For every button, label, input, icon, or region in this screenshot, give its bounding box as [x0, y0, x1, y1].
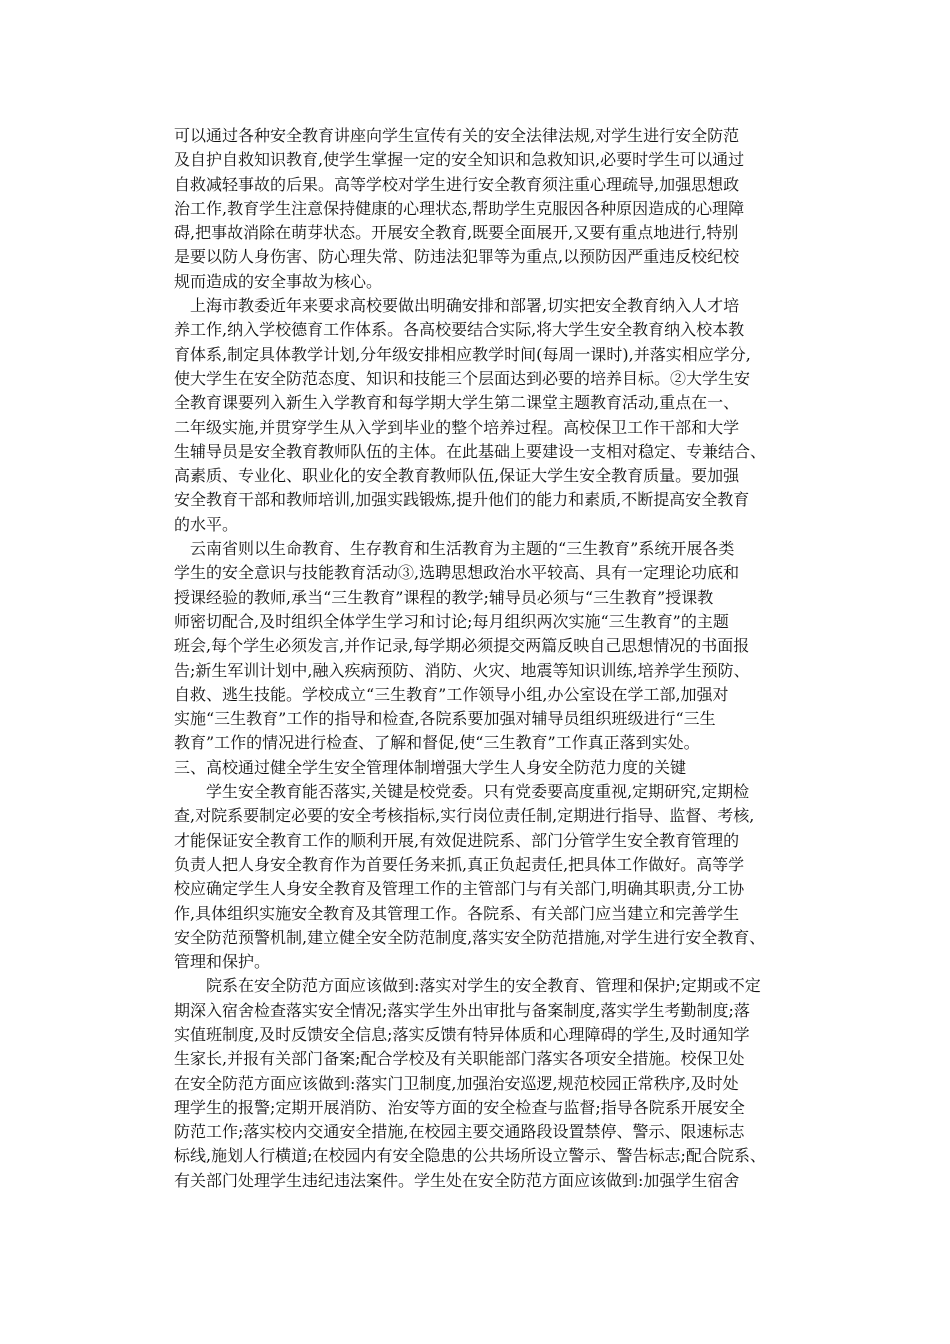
text-line: 的水平。	[174, 514, 239, 534]
text-line: 可以通过各种安全教育讲座向学生宣传有关的安全法律法规,对学生进行安全防范	[174, 126, 740, 145]
text-line: 实值班制度,及时反馈安全信息;落实反馈有特异体质和心理障碍的学生,及时通知学	[174, 1024, 750, 1044]
text-line: 才能保证安全教育工作的顺利开展,有效促进院系、部门分管学生安全教育管理的	[174, 830, 740, 850]
text-line: 自救、逃生技能。学校成立“三生教育”工作领导小组,办公室设在学工部,加强对	[174, 684, 729, 704]
text-line: 作,具体组织实施安全教育及其管理工作。各院系、有关部门应当建立和完善学生	[174, 903, 740, 923]
text-line: 标线,施划人行横道;在校园内有安全隐患的公共场所设立警示、警告标志;配合院系、	[174, 1146, 766, 1166]
text-line: 高素质、专业化、职业化的安全教育教师队伍,保证大学生安全教育质量。要加强	[174, 466, 740, 486]
text-line: 育体系,制定具体教学计划,分年级安排相应教学时间(每周一课时),并落实相应学分,	[174, 344, 751, 364]
text-line: 上海市教委近年来要求高校要做出明确安排和部署,切实把安全教育纳入人才培	[174, 296, 740, 316]
text-line: 生家长,并报有关部门备案;配合学校及有关职能部门落实各项安全措施。校保卫处	[174, 1049, 745, 1069]
text-line: 防范工作;落实校内交通安全措施,在校园主要交通路段设置禁停、警示、限速标志	[174, 1122, 745, 1142]
text-line: 实施“三生教育”工作的指导和检查,各院系要加强对辅导员组织班级进行“三生	[174, 709, 716, 729]
text-line: 治工作,教育学生注意保持健康的心理状态,帮助学生克服因各种原因造成的心理障	[174, 198, 745, 218]
text-line: 班会,每个学生必须发言,并作记录,每学期必须提交两篇反映自己思想情况的书面报	[174, 636, 750, 656]
text-line: 有关部门处理学生违纪违法案件。学生处在安全防范方面应该做到:加强学生宿舍	[174, 1170, 740, 1190]
text-line: 云南省则以生命教育、生存教育和生活教育为主题的“三生教育”系统开展各类	[174, 539, 735, 559]
document-body	[174, 124, 824, 1193]
text-line: 查,对院系要制定必要的安全考核指标,实行岗位责任制,定期进行指导、监督、考核,	[174, 806, 755, 826]
text-line: 自救减轻事故的后果。高等学校对学生进行安全教育须注重心理疏导,加强思想政	[174, 174, 740, 194]
text-line: 学生的安全意识与技能教育活动③,选聘思想政治水平较高、具有一定理论功底和	[174, 563, 740, 583]
text-line: 管理和保护。	[174, 952, 271, 972]
text-line: 及自护自救知识教育,使学生掌握一定的安全知识和急救知识,必要时学生可以通过	[174, 150, 745, 170]
text-line: 养工作,纳入学校德育工作体系。各高校要结合实际,将大学生安全教育纳入校本教	[174, 320, 745, 340]
text-line: 校应确定学生人身安全教育及管理工作的主管部门与有关部门,明确其职责,分工协	[174, 879, 745, 899]
text-line: 二年级实施,并贯穿学生从入学到毕业的整个培养过程。高校保卫工作干部和大学	[174, 417, 740, 437]
text-line: 在安全防范方面应该做到:落实门卫制度,加强治安巡逻,规范校园正常秩序,及时处	[174, 1073, 739, 1093]
text-line: 安全防范预警机制,建立健全安全防范制度,落实安全防范措施,对学生进行安全教育、	[174, 927, 766, 947]
text-line: 告;新生军训计划中,融入疾病预防、消防、火灾、地震等知识训练,培养学生预防、	[174, 660, 750, 680]
text-line: 期深入宿舍检查落实安全情况;落实学生外出审批与备案制度,落实学生考勤制度;落	[174, 1000, 750, 1020]
text-line: 院系在安全防范方面应该做到:落实对学生的安全教育、管理和保护;定期或不定	[174, 976, 761, 996]
text-line: 碍,把事故消除在萌芽状态。开展安全教育,既要全面展开,又要有重点地进行,特别	[174, 223, 739, 243]
text-line: 学生安全教育能否落实,关键是校党委。只有党委要高度重视,定期研究,定期检	[174, 782, 750, 802]
section-heading: 三、高校通过健全学生安全管理体制增强大学生人身安全防范力度的关键	[174, 757, 687, 777]
text-line: 师密切配合,及时组织全体学生学习和讨论;每月组织两次实施“三生教育”的主题	[174, 611, 729, 631]
text-line: 教育”工作的情况进行检查、了解和督促,使“三生教育”工作真正落到实处。	[174, 733, 700, 753]
text-line: 是要以防人身伤害、防心理失常、防违法犯罪等为重点,以预防因严重违反校纪校	[174, 247, 740, 267]
text-line: 授课经验的教师,承当“三生教育”课程的教学;辅导员必须与“三生教育”授课教	[174, 587, 714, 607]
text-line: 规而造成的安全事故为核心。	[174, 271, 383, 291]
text-line: 生辅导员是安全教育教师队伍的主体。在此基础上要建设一支相对稳定、专兼结合、	[174, 441, 767, 461]
text-line: 使大学生在安全防范态度、知识和技能三个层面达到必要的培养目标。②大学生安	[174, 368, 751, 388]
text-line: 理学生的报警;定期开展消防、治安等方面的安全检查与监督;指导各院系开展安全	[174, 1097, 745, 1117]
text-line: 安全教育干部和教师培训,加强实践锻炼,提升他们的能力和素质,不断提高安全教育	[174, 490, 750, 510]
text-line: 负责人把人身安全教育作为首要任务来抓,真正负起责任,把具体工作做好。高等学	[174, 854, 745, 874]
text-line: 全教育课要列入新生入学教育和每学期大学生第二课堂主题教育活动,重点在一、	[174, 393, 740, 413]
